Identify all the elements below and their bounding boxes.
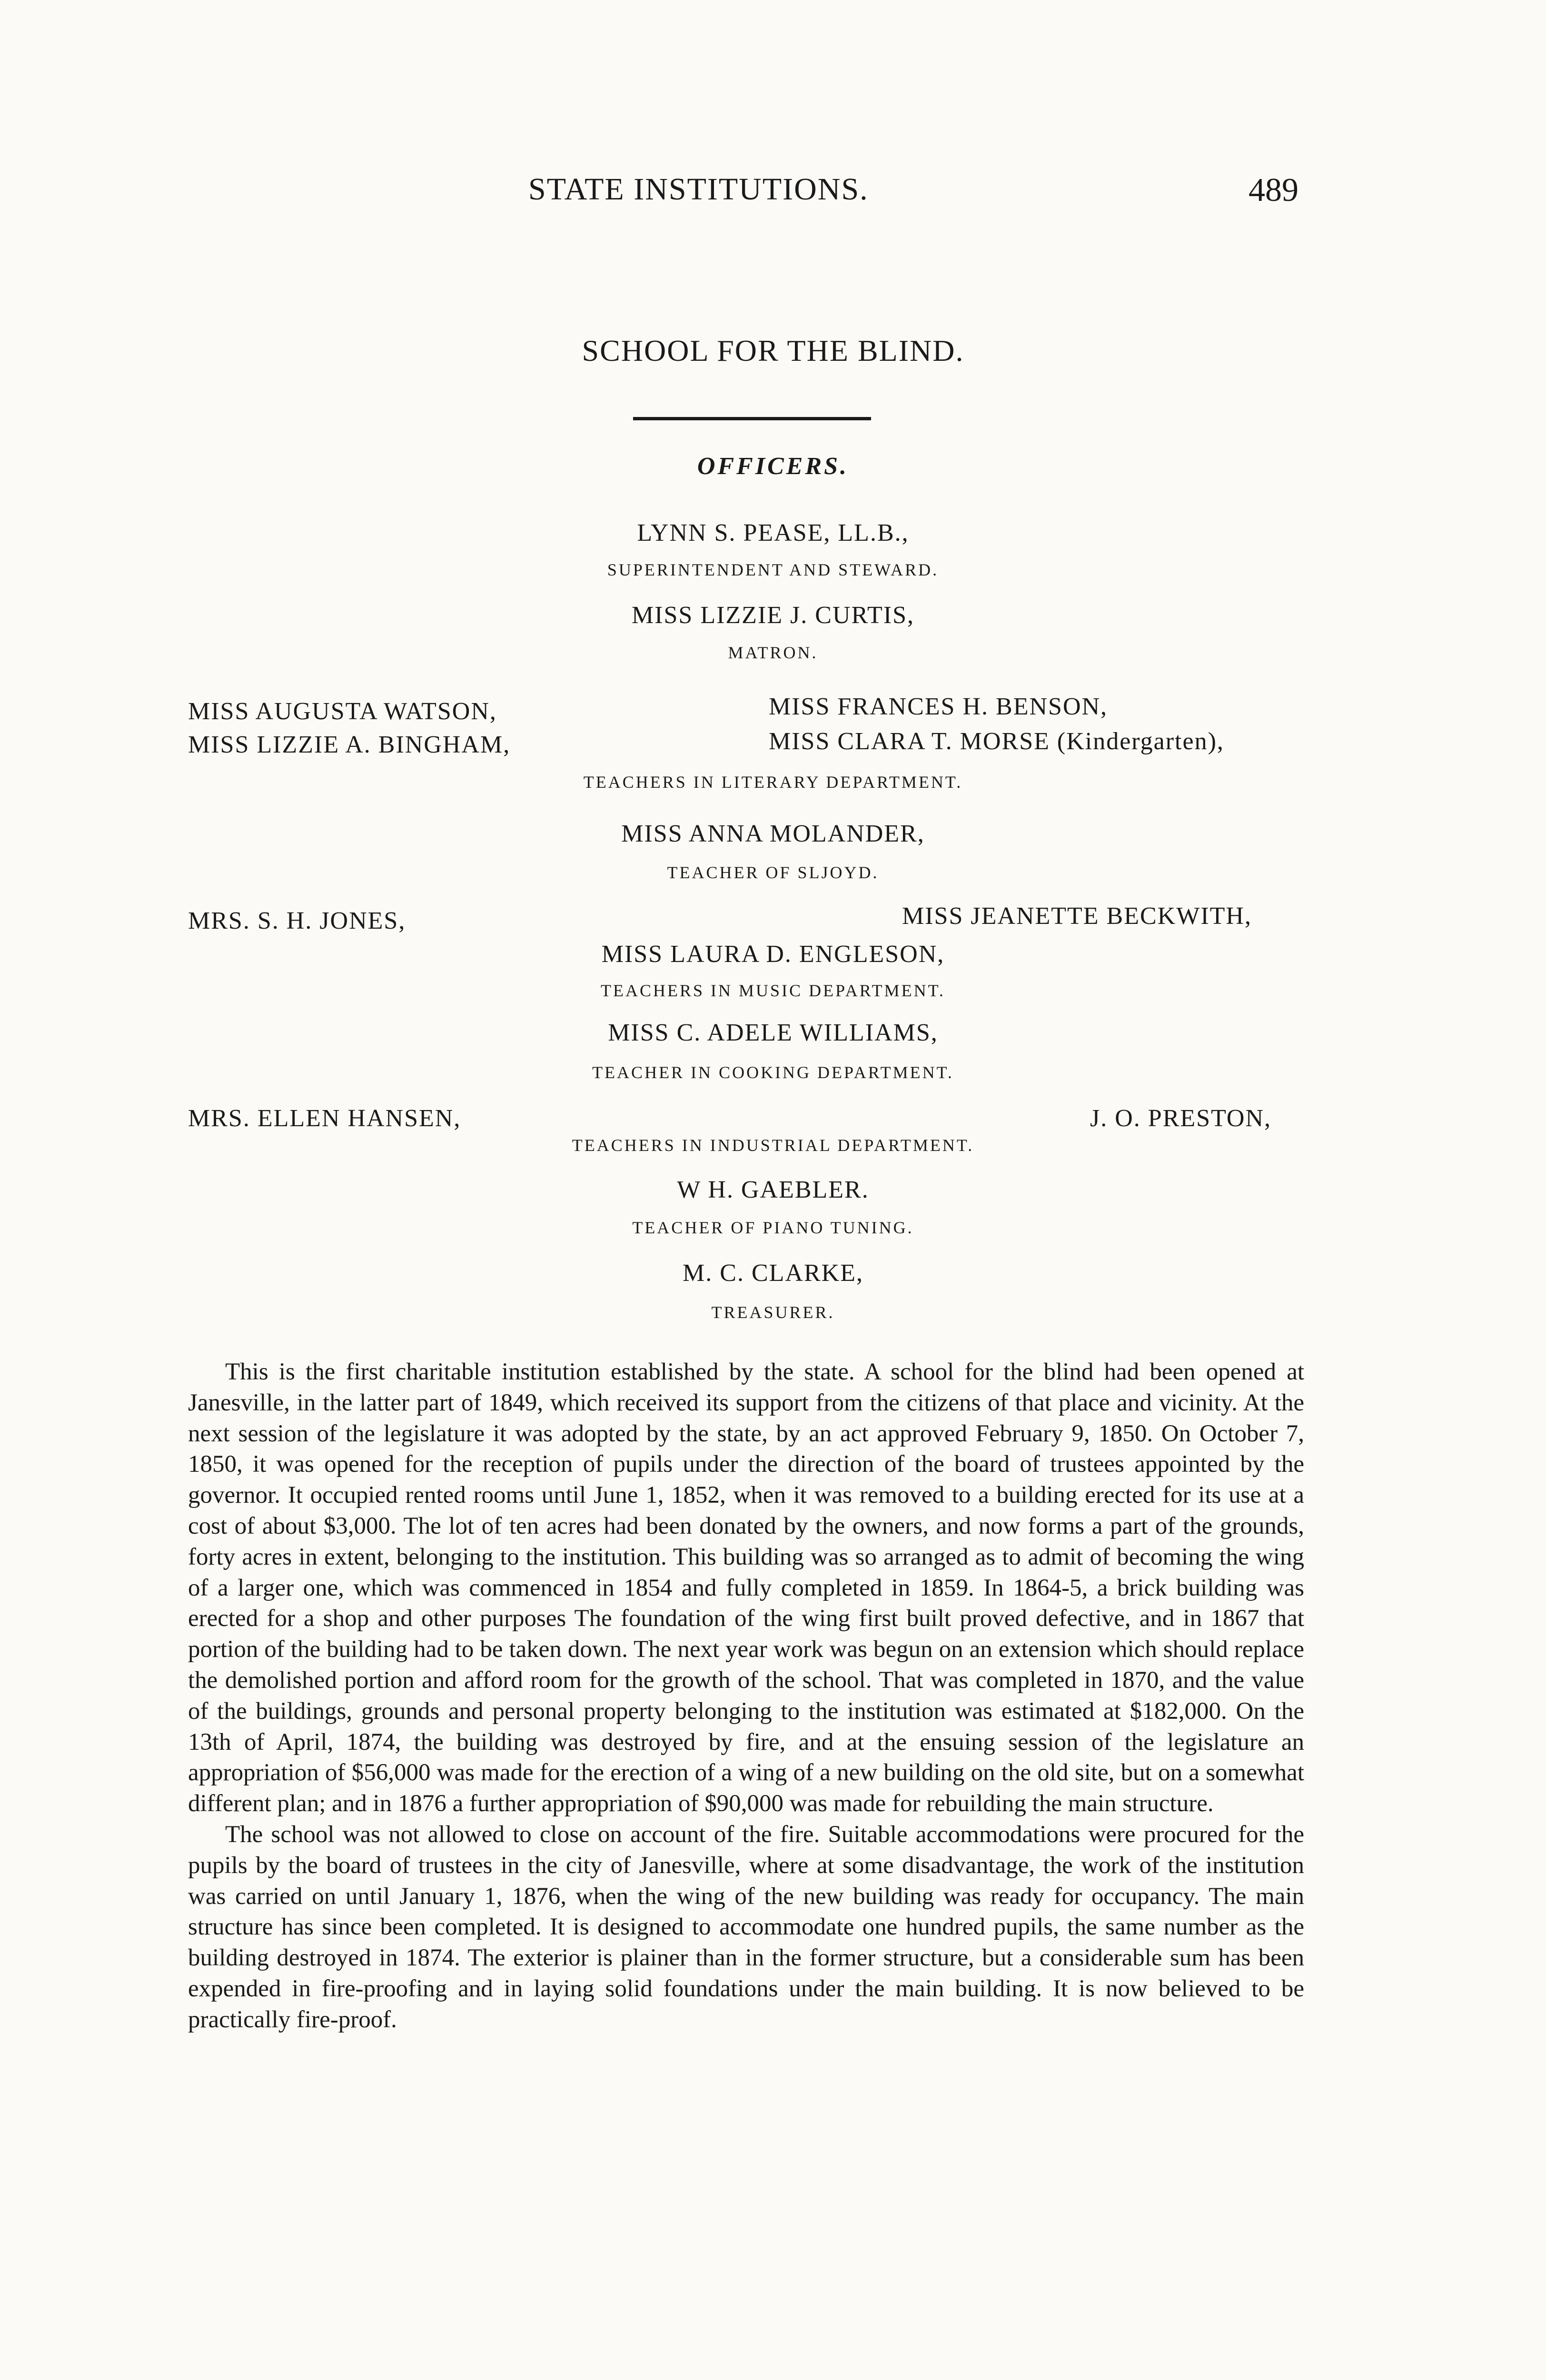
literary-teacher: MISS CLARA T. MORSE (Kindergarten), <box>769 728 1224 755</box>
matron-name: MISS LIZZIE J. CURTIS, <box>631 602 915 629</box>
paragraph: This is the first charitable institution established by the state. A school for the blind had been opened at Janesville, in the latter part of 1849, which received its support from the citizens of that place and vicinity. At the next session of the legislature it was adopted by the state, by an act approved February 9, 1850. On October 7, 1850, it was opened for the reception of pupils under the direction of the board of trustees appointed by the governor. It occupied rented rooms until June 1, 1852, when it was removed to a building erected for its use at a cost of about $3,000. The lot of ten acres had been donated by the owners, and now forms a part of the grounds, forty acres in extent, belonging to the institution. This building was so arranged as to admit of becoming the wing of a larger one, which was commenced in 1854 and fully completed in 1859. In 1864-5, a brick building was erected for a shop and other purposes The foundation of the wing first built proved defective, and in 1867 that portion of the building had to be taken down. The next year work was begun on an extension which should replace the demolished portion and afford room for the growth of the school. That was completed in 1870, and the value of the buildings, grounds and personal property belonging to the institution was estimated at $182,000. On the 13th of April, 1874, the building was destroyed by fire, and at the ensuing session of the legislature an appropriation of $56,000 was made for the erection of a wing of a new building on the old site, but on a somewhat different plan; and in 1876 a further appropriation of $90,000 was made for rebuilding the main structure. <box>188 1359 1304 1817</box>
music-teacher: MISS JEANETTE BECKWITH, <box>902 902 1252 930</box>
industrial-role: TEACHERS IN INDUSTRIAL DEPARTMENT. <box>572 1136 974 1155</box>
superintendent-name: LYNN S. PEASE, LL.B., <box>637 519 909 546</box>
music-teacher: MISS LAURA D. ENGLESON, <box>601 941 945 968</box>
music-role: TEACHERS IN MUSIC DEPARTMENT. <box>601 981 945 1000</box>
title-rule <box>633 417 871 420</box>
sljoyd-role: TEACHER OF SLJOYD. <box>667 863 879 882</box>
superintendent-role: SUPERINTENDENT AND STEWARD. <box>607 560 939 579</box>
industrial-teacher: J. O. PRESTON, <box>1090 1105 1272 1132</box>
section-title: SCHOOL FOR THE BLIND. <box>582 334 964 367</box>
body-text <box>188 1357 1304 2035</box>
industrial-teacher: MRS. ELLEN HANSEN, <box>188 1105 461 1132</box>
running-title: STATE INSTITUTIONS. <box>528 172 869 207</box>
paragraph: The school was not allowed to close on account of the fire. Suitable accommodations were procured for the pupils by the board of trustees in the city of Janesville, where at some disadvantage, the work of the institution was carried on until January 1, 1876, when the wing of the new building was ready for occupancy. The main structure has since been completed. It is designed to accommodate one hundred pupils, the same number as the building destroyed in 1874. The exterior is plainer than in the former structure, but a considerable sum has been expended in fire-proofing and in laying solid foundations under the main building. It is now believed to be practically fire-proof. <box>188 1821 1304 2033</box>
cooking-role: TEACHER IN COOKING DEPARTMENT. <box>592 1063 954 1082</box>
cooking-teacher-name: MISS C. ADELE WILLIAMS, <box>608 1019 938 1046</box>
music-teacher: MRS. S. H. JONES, <box>188 907 406 934</box>
matron-role: MATRON. <box>728 643 818 662</box>
treasurer-name: M. C. CLARKE, <box>683 1259 863 1287</box>
page-number: 489 <box>1249 172 1298 208</box>
literary-role: TEACHERS IN LITERARY DEPARTMENT. <box>583 773 963 792</box>
piano-role: TEACHER OF PIANO TUNING. <box>632 1218 914 1237</box>
piano-teacher-name: W H. GAEBLER. <box>677 1176 869 1203</box>
sljoyd-teacher-name: MISS ANNA MOLANDER, <box>621 820 925 847</box>
literary-teacher: MISS LIZZIE A. BINGHAM, <box>188 731 511 758</box>
treasurer-role: TREASURER. <box>711 1303 835 1322</box>
officers-heading: OFFICERS. <box>697 453 849 480</box>
literary-teacher: MISS FRANCES H. BENSON, <box>769 693 1108 720</box>
literary-teacher: MISS AUGUSTA WATSON, <box>188 698 497 725</box>
